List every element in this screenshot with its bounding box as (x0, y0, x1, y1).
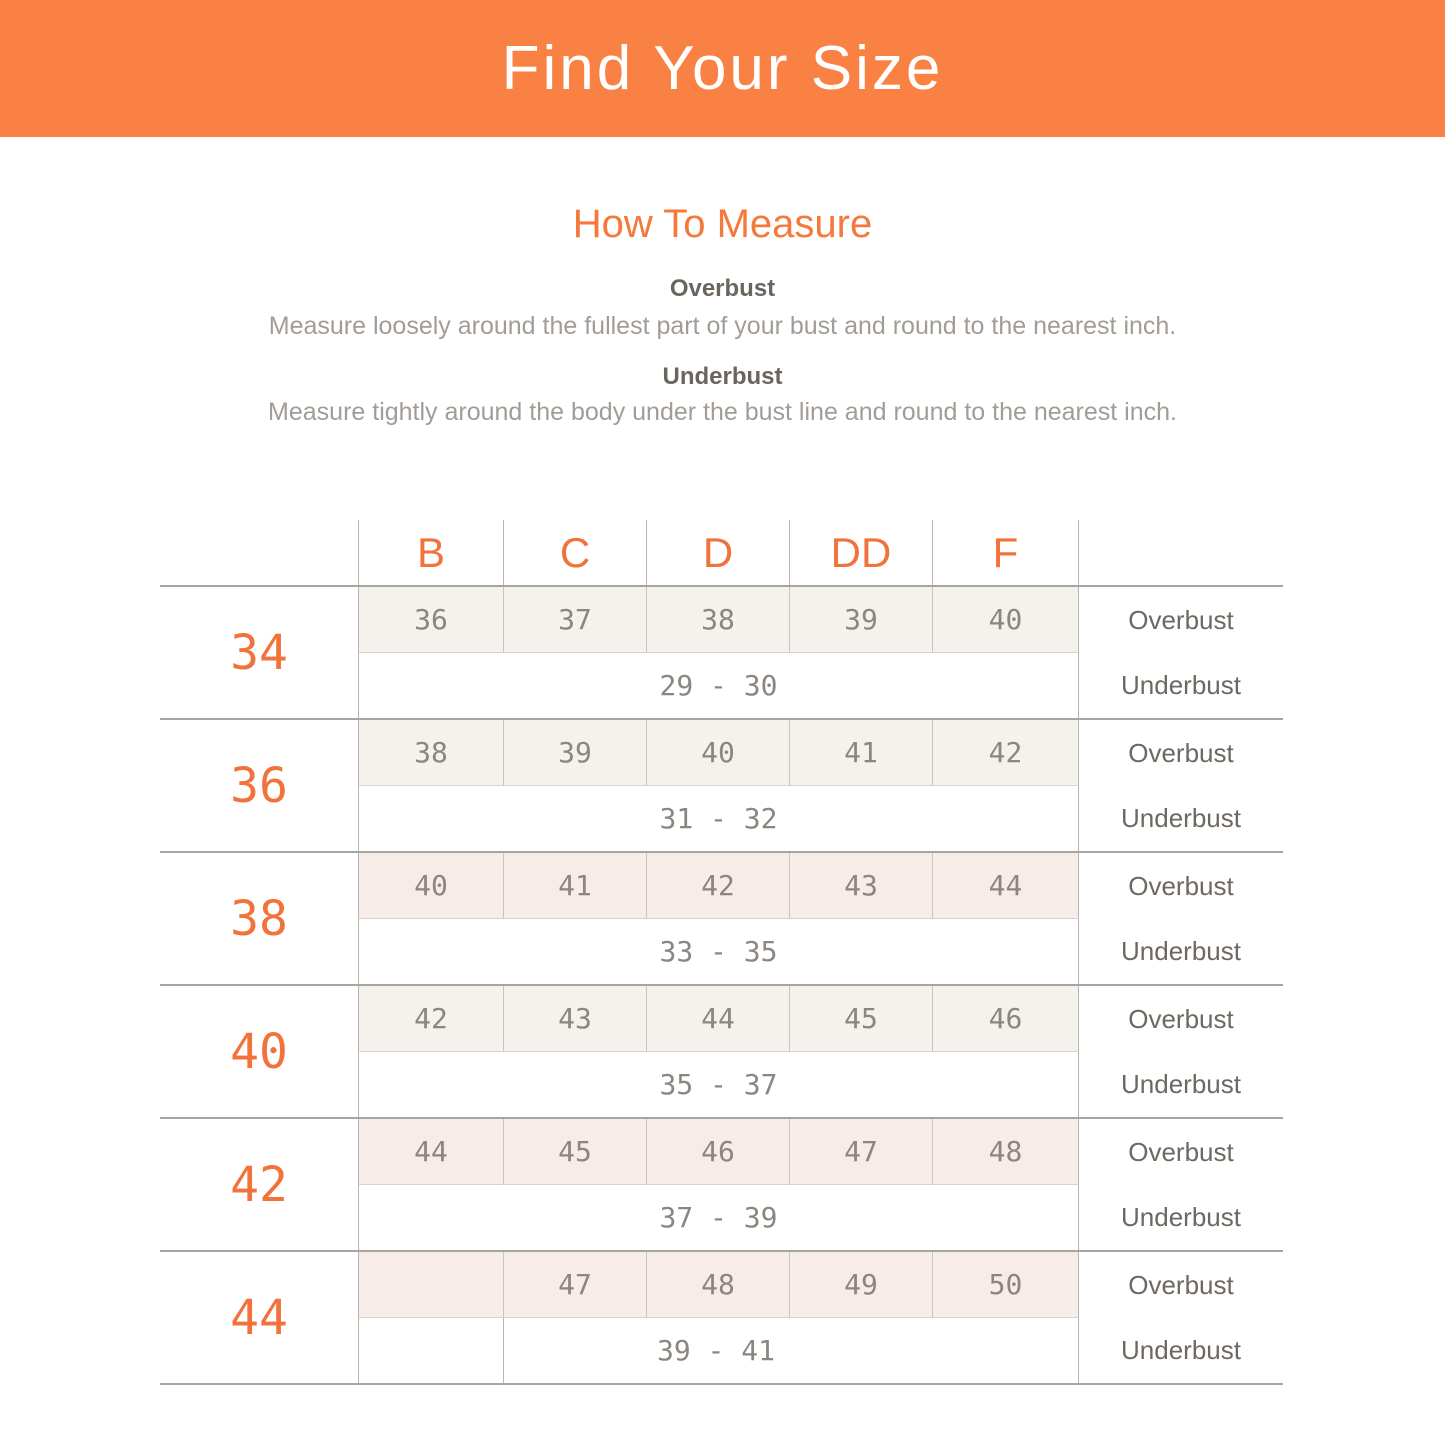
overbust-cell: 46 (646, 1119, 789, 1185)
underbust-range-cell: 31 - 32 (358, 786, 1079, 851)
overbust-cell: 39 (503, 720, 646, 786)
band-size-label: 34 (230, 624, 288, 681)
overbust-cell: 40 (932, 587, 1079, 653)
cup-header-cell: B (358, 520, 503, 585)
overbust-cell: 42 (646, 853, 789, 919)
band-size-label: 36 (230, 757, 288, 814)
size-row (160, 853, 1283, 984)
overbust-cell: 42 (358, 986, 503, 1052)
underbust-empty-cell (358, 1318, 503, 1383)
overbust-cell: 41 (789, 720, 932, 786)
overbust-cell: 48 (646, 1252, 789, 1318)
size-chart-table (160, 520, 1283, 1385)
banner (0, 0, 1445, 137)
overbust-cell: 45 (503, 1119, 646, 1185)
underbust-range-cell: 37 - 39 (358, 1185, 1079, 1250)
overbust-cell: 37 (503, 587, 646, 653)
underbust-heading: Underbust (662, 363, 783, 390)
band-size-label: 44 (230, 1289, 288, 1346)
cup-header-cell: C (503, 520, 646, 585)
overbust-cell: 46 (932, 986, 1079, 1052)
legend-underbust-label: Underbust (1121, 1069, 1241, 1099)
size-row (160, 720, 1283, 851)
overbust-description: Measure loosely around the fullest part of your bust and round to the nearest inch. (268, 312, 1177, 340)
legend-underbust-label: Underbust (1121, 1202, 1241, 1232)
row-separator (160, 1383, 1283, 1385)
overbust-cell: 41 (503, 853, 646, 919)
overbust-cell: 44 (646, 986, 789, 1052)
overbust-cell: 42 (932, 720, 1079, 786)
overbust-cell: 47 (789, 1119, 932, 1185)
overbust-cell: 39 (789, 587, 932, 653)
underbust-range-cell: 35 - 37 (358, 1052, 1079, 1117)
overbust-cell: 43 (503, 986, 646, 1052)
overbust-heading: Overbust (669, 275, 776, 302)
overbust-cell: 40 (646, 720, 789, 786)
overbust-cell: 50 (932, 1252, 1079, 1318)
legend-overbust-label: Overbust (1128, 1003, 1234, 1034)
page-title: Find Your Size (501, 34, 944, 103)
underbust-range-cell: 39 - 41 (503, 1318, 1079, 1383)
legend-overbust-label: Overbust (1128, 737, 1234, 768)
legend-underbust-label: Underbust (1121, 936, 1241, 966)
cup-header-row (160, 520, 1283, 585)
legend-overbust-label: Overbust (1128, 604, 1234, 635)
band-size-label: 40 (230, 1023, 288, 1080)
legend-underbust-label: Underbust (1121, 670, 1241, 700)
overbust-cell: 48 (932, 1119, 1079, 1185)
size-row (160, 986, 1283, 1117)
overbust-cell (358, 1252, 503, 1318)
overbust-cell: 36 (358, 587, 503, 653)
overbust-cell: 40 (358, 853, 503, 919)
size-rows (160, 587, 1283, 1385)
overbust-cell: 38 (646, 587, 789, 653)
how-to-measure-title: How To Measure (572, 202, 873, 246)
legend-underbust-label: Underbust (1121, 803, 1241, 833)
band-size-label: 42 (230, 1156, 288, 1213)
legend-underbust-label: Underbust (1121, 1335, 1241, 1365)
overbust-cell: 43 (789, 853, 932, 919)
band-size-label: 38 (230, 890, 288, 947)
overbust-cell: 44 (358, 1119, 503, 1185)
size-row (160, 1119, 1283, 1250)
cup-header-cell: D (646, 520, 789, 585)
overbust-cell: 49 (789, 1252, 932, 1318)
overbust-cell: 44 (932, 853, 1079, 919)
overbust-cell: 45 (789, 986, 932, 1052)
overbust-cell: 38 (358, 720, 503, 786)
underbust-range-cell: 33 - 35 (358, 919, 1079, 984)
legend-overbust-label: Overbust (1128, 870, 1234, 901)
legend-overbust-label: Overbust (1128, 1136, 1234, 1167)
underbust-range-cell: 29 - 30 (358, 653, 1079, 718)
legend-overbust-label: Overbust (1128, 1269, 1234, 1300)
cup-header-cell: F (932, 520, 1079, 585)
underbust-description: Measure tightly around the body under the bust line and round to the nearest inch. (268, 398, 1177, 426)
overbust-cell: 47 (503, 1252, 646, 1318)
size-row (160, 587, 1283, 718)
cup-header-cell: DD (789, 520, 932, 585)
size-row (160, 1252, 1283, 1383)
